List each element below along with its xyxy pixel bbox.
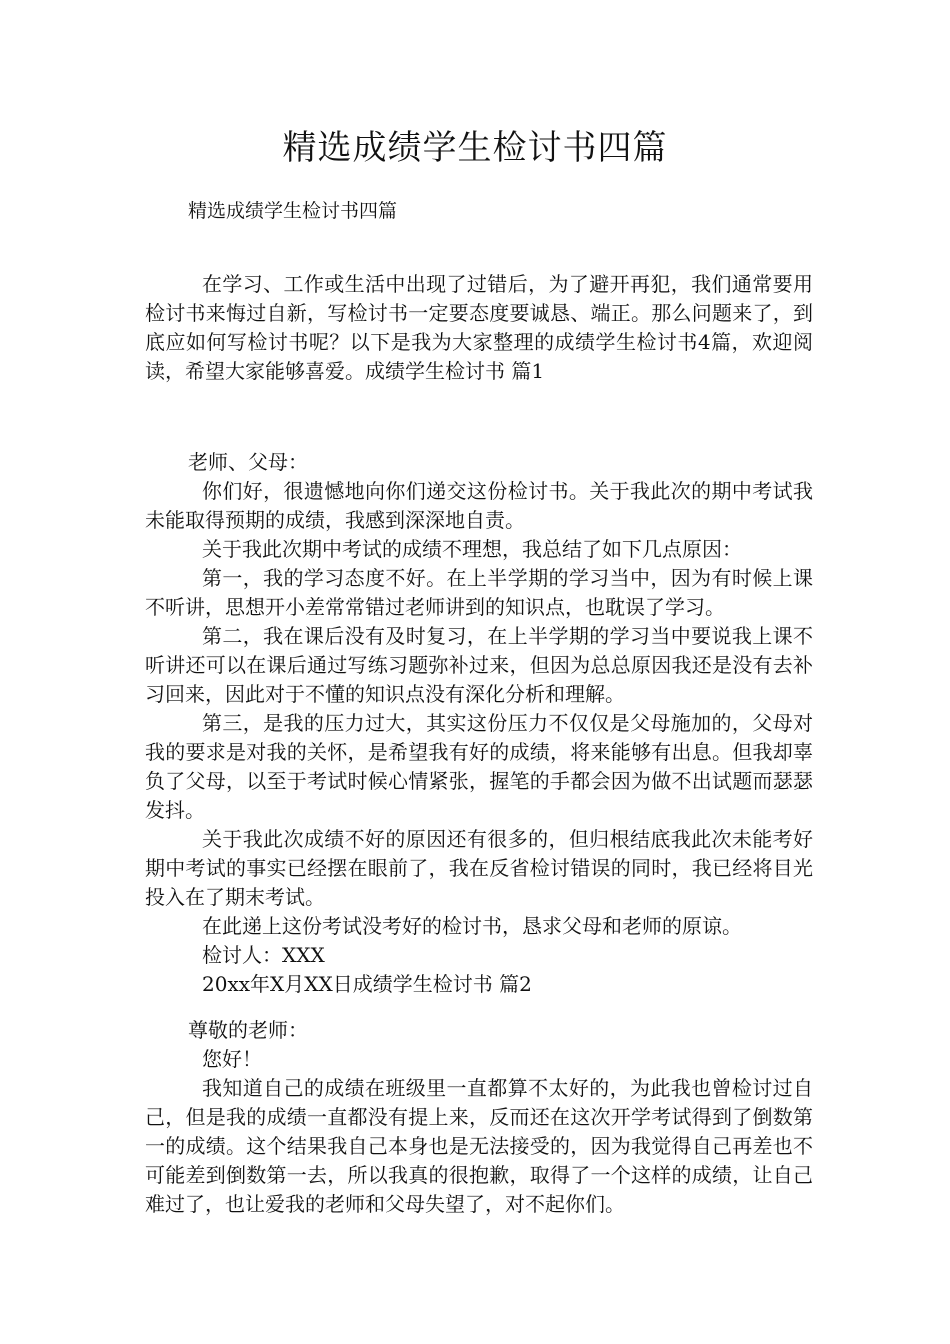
letter-1-paragraph: 在此递上这份考试没考好的检讨书，恳求父母和老师的原谅。 — [202, 914, 742, 938]
letter-1-paragraph: 你们好，很遗憾地向你们递交这份检讨书。关于我此次的期中考试我未能取得预期的成绩，我感到深深地自责。 — [145, 479, 813, 532]
document-subtitle: 精选成绩学生检讨书四篇 — [188, 200, 398, 222]
letter-1-paragraph: 关于我此次期中考试的成绩不理想，我总结了如下几点原因： — [202, 537, 742, 561]
intro-block — [145, 270, 813, 386]
letter-2 — [145, 1016, 813, 1219]
letter-1-paragraph: 第三，是我的压力过大，其实这份压力不仅仅是父母施加的，父母对我的要求是对我的关怀，是希望我有好的成绩，将来能够有出息。但我却辜负了父母，以至于考试时候心情紧张，握笔的手都会因为做不出试题而瑟瑟发抖。 — [145, 711, 813, 822]
letter-2-salutation: 尊敬的老师： — [188, 1018, 308, 1042]
letter-2-paragraph: 我知道自己的成绩在班级里一直都算不太好的，为此我也曾检讨过自己，但是我的成绩一直都没有提上来，反而还在这次开学考试得到了倒数第一的成绩。这个结果我自己本身也是无法接受的，因为我觉得自己再差也不可能差到倒数第一去，所以我真的很抱歉，取得了一个这样的成绩，让自己难过了，也让爱我的老师和父母失望了，对不起你们。 — [145, 1076, 813, 1216]
letter-1-paragraph: 关于我此次成绩不好的原因还有很多的，但归根结底我此次未能考好期中考试的事实已经摆在眼前了，我在反省检讨错误的同时，我已经将目光投入在了期末考试。 — [145, 827, 813, 909]
letter-1-salutation: 老师、父母： — [188, 450, 308, 474]
letter-2-greeting: 您好！ — [202, 1047, 262, 1071]
letter-1-date-and-heading: 20xx年X月XX日成绩学生检讨书 篇2 — [202, 972, 532, 996]
document-title: 精选成绩学生检讨书四篇 — [282, 128, 668, 168]
letter-1-paragraph: 第一，我的学习态度不好。在上半学期的学习当中，因为有时候上课不听讲，思想开小差常常错过老师讲到的知识点，也耽误了学习。 — [145, 566, 813, 619]
letter-1-signature: 检讨人：XXX — [202, 943, 325, 967]
letter-1 — [145, 448, 813, 999]
letter-1-paragraph: 第二，我在课后没有及时复习，在上半学期的学习当中要说我上课不听讲还可以在课后通过写练习题弥补过来，但因为总总原因我还是没有去补习回来，因此对于不懂的知识点没有深化分析和理解。 — [145, 624, 813, 706]
intro-paragraph: 在学习、工作或生活中出现了过错后，为了避开再犯，我们通常要用检讨书来悔过自新，写检讨书一定要态度要诚恳、端正。那么问题来了，到底应如何写检讨书呢？以下是我为大家整理的成绩学生检讨书4篇，欢迎阅读，希望大家能够喜爱。成绩学生检讨书 篇1 — [145, 272, 813, 383]
